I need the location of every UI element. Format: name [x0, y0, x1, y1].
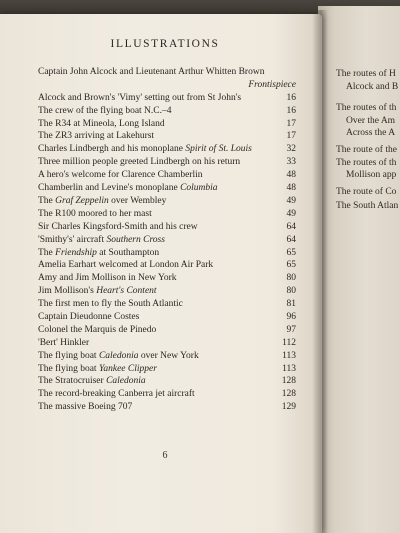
list-item — [38, 298, 296, 311]
entry-page: 113 — [282, 363, 296, 374]
list-item — [38, 195, 296, 208]
entry-title — [38, 105, 172, 118]
entry-title-part: Colonel the Marquis de Pinedo — [38, 324, 157, 335]
entry-title — [38, 208, 152, 221]
list-item — [38, 324, 296, 337]
entry-page: 49 — [286, 195, 296, 206]
right-page-line: The South Atlan — [336, 201, 399, 212]
list-item — [38, 401, 296, 414]
right-page-text — [336, 68, 400, 213]
entry-title-part: Caledonia — [106, 376, 146, 387]
entry-title-part: Yankee Clipper — [98, 363, 157, 374]
entry-page: 96 — [286, 311, 296, 322]
entry-page: 80 — [286, 273, 296, 284]
entry-page: 80 — [286, 286, 296, 297]
entry-title — [38, 118, 165, 131]
entry-title-part: Three million people greeted Lindbergh on his return — [38, 157, 241, 168]
list-item — [38, 92, 296, 105]
entry-title — [38, 169, 202, 182]
entry-page: 64 — [286, 234, 296, 245]
list-item — [38, 143, 296, 156]
entry-page: 128 — [281, 376, 296, 387]
entry-title-part: 'Bert' Hinkler — [38, 337, 90, 348]
entry-title — [38, 195, 166, 208]
list-item — [38, 247, 296, 260]
entry-title — [38, 92, 241, 105]
entry-page: 48 — [286, 170, 296, 181]
entry-title-part: The flying boat — [38, 363, 99, 374]
entry-page: 81 — [286, 299, 296, 310]
entry-title-part: Captain Dieudonne Costes — [38, 311, 140, 322]
entry-title-part: Captain John Alcock and Lieutenant Arthur Whitten Brown — [38, 67, 265, 77]
right-page-gap — [336, 93, 400, 102]
entry-title-part: The ZR3 arriving at Lakehurst — [38, 131, 155, 142]
entry-title — [38, 67, 264, 77]
entry-title-part: Columbia — [180, 183, 218, 194]
entry-title-part: Jim Mollison's — [38, 286, 97, 297]
entry-page: 65 — [286, 260, 296, 271]
entry-title — [38, 272, 177, 285]
entry-title-part: 'Smithy's' aircraft — [38, 234, 107, 245]
entry-title-part: Graf Zeppelin — [55, 195, 109, 206]
entry-title-part: Amy and Jim Mollison in New York — [38, 273, 177, 284]
entry-title-part: The record-breaking Canberra jet aircraft — [38, 389, 195, 400]
entry-title-part: Southern Cross — [106, 234, 165, 245]
entry-title-part: Chamberlin and Levine's monoplane — [38, 183, 181, 194]
entry-page: 97 — [286, 324, 296, 335]
list-item — [38, 156, 296, 169]
entry-title — [38, 324, 156, 337]
entry-title — [38, 350, 199, 363]
entry-page: 33 — [286, 157, 296, 168]
entry-title-part: Charles Lindbergh and his monoplane — [38, 144, 186, 155]
entry-title — [38, 298, 183, 311]
entry-page: 65 — [286, 247, 296, 258]
entry-page: 113 — [282, 350, 296, 361]
entry-page: 32 — [286, 144, 296, 155]
entry-page: Frontispiece — [248, 79, 296, 90]
list-item — [38, 285, 296, 298]
entry-page: 17 — [286, 131, 296, 142]
entry-title-part: The flying boat — [38, 350, 99, 361]
entry-title — [38, 259, 213, 272]
entry-title — [38, 221, 198, 234]
entry-title-part: The R34 at Mineola, Long Island — [38, 118, 165, 129]
list-item — [38, 130, 296, 143]
entry-title — [38, 388, 195, 401]
entry-title-part: Friendship — [55, 247, 97, 258]
entry-title-part: The — [38, 195, 56, 206]
entry-title — [38, 285, 157, 298]
right-page-line: Across the A — [346, 128, 396, 139]
entry-page: 16 — [286, 92, 296, 103]
page-heading: ILLUSTRATIONS — [110, 38, 220, 50]
list-item — [38, 66, 296, 92]
entry-title-part: Heart's Content — [96, 286, 157, 297]
list-item — [38, 259, 296, 272]
entry-title-part: The R100 moored to her mast — [38, 208, 152, 219]
list-item — [38, 105, 296, 118]
entry-title — [38, 182, 218, 195]
entry-title — [38, 156, 240, 169]
entry-title — [38, 247, 159, 260]
entry-page: 112 — [282, 337, 296, 348]
entry-page: 49 — [286, 208, 296, 219]
list-item — [38, 375, 296, 388]
entry-page: 17 — [286, 118, 296, 129]
entry-title-part: over Wembley — [108, 195, 167, 206]
page-number: 6 — [162, 450, 168, 461]
entry-title-part: Spirit of St. Louis — [185, 144, 252, 155]
list-item — [38, 221, 296, 234]
entry-page: 64 — [286, 221, 296, 232]
entry-title — [38, 375, 146, 388]
list-item — [38, 234, 296, 247]
list-item — [38, 311, 296, 324]
entry-title-part: Sir Charles Kingsford-Smith and his crew — [38, 221, 198, 232]
entry-title — [38, 337, 89, 350]
right-page-line: The routes of H — [336, 69, 396, 79]
entry-page: 129 — [281, 402, 296, 413]
right-page-line: The route of the — [336, 144, 397, 155]
entry-title-part: The first men to fly the South Atlantic — [38, 299, 183, 310]
entry-title-part: Caledonia — [98, 350, 139, 361]
list-item — [38, 169, 296, 182]
entry-title — [38, 143, 252, 156]
right-page-line: Over the Am — [346, 115, 396, 126]
entry-title-part: A hero's welcome for Clarence Chamberlin — [38, 170, 203, 181]
list-item — [38, 388, 296, 401]
entry-title — [38, 401, 132, 414]
right-page-line: The route of Co — [336, 186, 397, 197]
right-page-line: Alcock and B — [346, 81, 399, 92]
entry-page: 48 — [286, 183, 296, 194]
list-item — [38, 337, 296, 350]
entry-page: 128 — [281, 389, 296, 400]
entry-title-part: The crew of the flying boat N.C.–4 — [38, 105, 172, 116]
entry-title-part: The — [38, 247, 56, 258]
entry-title-part: at Southampton — [96, 247, 160, 258]
entry-title-part: The massive Boeing 707 — [38, 402, 133, 413]
entry-title-part: over New York — [138, 350, 199, 361]
entry-title — [38, 234, 165, 247]
illustrations-list — [38, 66, 296, 414]
right-page-line: The routes of th — [336, 103, 397, 114]
list-item — [38, 208, 296, 221]
list-item — [38, 363, 296, 376]
entry-title — [38, 130, 154, 143]
entry-title-part: The Stratocruiser — [38, 376, 107, 387]
entry-title — [38, 363, 157, 376]
list-item — [38, 350, 296, 363]
list-item — [38, 118, 296, 131]
entry-title — [38, 311, 139, 324]
entry-title-part: Alcock and Brown's 'Vimy' setting out from St John's — [38, 92, 242, 103]
entry-page: 16 — [286, 105, 296, 116]
entry-title-part: Amelia Earhart welcomed at London Air Park — [38, 260, 214, 271]
right-page-line: Mollison app — [346, 170, 397, 181]
list-item — [38, 272, 296, 285]
right-page-line: The routes of th — [336, 157, 397, 168]
list-item — [38, 182, 296, 195]
